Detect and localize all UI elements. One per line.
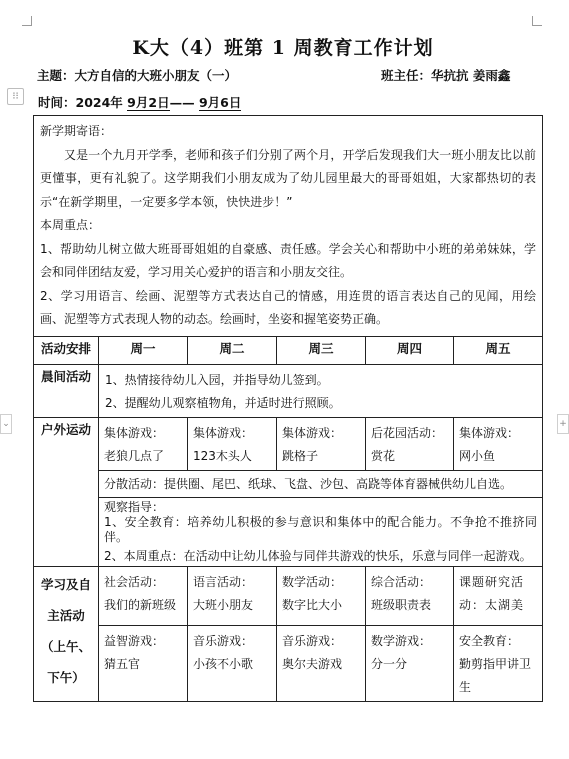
observation-guide bbox=[99, 497, 543, 566]
activity-type: 课题研究活 bbox=[459, 574, 525, 589]
guide-item: 1、安全教育：培养幼儿积极的参与意识和集体中的配合能力。不争抢不推挤同伴。 bbox=[104, 514, 538, 544]
activity-type: 数学游戏： bbox=[371, 633, 432, 648]
table-move-handle-icon[interactable]: ⁝⁝ bbox=[7, 88, 24, 105]
game-name: 跳格子 bbox=[282, 448, 319, 463]
greeting-text: 又是一个九月开学季，老师和孩子们分别了两个月，开学后发现我们大一班小朋友比以前更懂事，更有礼貌了。这学期我们小朋友成为了幼儿园里最大的哥哥姐姐，大家都热切的表示“在新学期里，一定要多学本领，快快进步！” bbox=[40, 147, 537, 209]
guide-item: 2、本周重点：在活动中让幼儿体验与同伴共游戏的快乐，乐意与同伴一起游戏。 bbox=[104, 548, 532, 563]
theme-line bbox=[37, 66, 237, 84]
study-cell bbox=[366, 625, 454, 701]
header-day: 周二 bbox=[188, 336, 277, 364]
activity-type: 音乐游戏： bbox=[193, 633, 254, 648]
corner-mark-right bbox=[532, 16, 542, 26]
activity-type: 综合活动： bbox=[371, 574, 432, 589]
activity-name: 小孩不小歌 bbox=[193, 656, 254, 671]
time-line bbox=[38, 93, 241, 111]
game-type: 集体游戏： bbox=[282, 425, 343, 440]
greeting-title: 新学期寄语： bbox=[40, 124, 113, 138]
study-label bbox=[34, 566, 99, 701]
activity-name: 猜五官 bbox=[104, 656, 141, 671]
header-activity: 活动安排 bbox=[34, 336, 99, 364]
activity-type: 数学活动： bbox=[282, 574, 343, 589]
game-type: 集体游戏： bbox=[193, 425, 254, 440]
study-cell bbox=[99, 566, 188, 625]
study-cell bbox=[454, 625, 543, 701]
time-year: 2024年 bbox=[75, 95, 123, 110]
morning-item: 1、热情接待幼儿入园，并指导幼儿签到。 bbox=[105, 372, 329, 387]
outdoor-game-cell bbox=[454, 417, 543, 470]
focus-item-2: 2、学习用语言、绘画、泥塑等方式表达自己的情感，用连贯的语言表达自己的见闻，用绘画、泥塑等方式表现人物的动态。绘画时，坐姿和握笔姿势正确。 bbox=[40, 288, 537, 326]
study-cell bbox=[99, 625, 188, 701]
intro-cell bbox=[34, 116, 543, 337]
activity-type: 社会活动： bbox=[104, 574, 165, 589]
outdoor-guide-row bbox=[34, 497, 543, 566]
intro-row bbox=[34, 116, 543, 337]
document-title: K大（4）班第 1 周教育工作计划 bbox=[132, 37, 434, 59]
corner-mark-left bbox=[22, 16, 32, 26]
study-cell bbox=[188, 566, 277, 625]
activity-type: 音乐游戏： bbox=[282, 633, 343, 648]
time-end: 9月6日 bbox=[198, 95, 242, 110]
time-start: 9月2日 bbox=[127, 95, 170, 110]
outdoor-game-cell bbox=[188, 417, 277, 470]
game-type: 后花园活动： bbox=[371, 425, 444, 440]
morning-label: 晨间活动 bbox=[34, 364, 99, 417]
theme-label: 主题： bbox=[37, 68, 75, 83]
activity-name: 勤剪指甲讲卫生 bbox=[459, 656, 532, 694]
teacher-line bbox=[381, 66, 510, 84]
add-column-icon[interactable]: + bbox=[557, 414, 569, 434]
morning-item: 2、提醒幼儿观察植物角，并适时进行照顾。 bbox=[105, 395, 341, 410]
study-label-line: 学习及自 bbox=[40, 576, 91, 592]
study-cell bbox=[366, 566, 454, 625]
theme-value: 大方自信的大班小朋友（一） bbox=[74, 68, 238, 83]
outdoor-game-cell bbox=[366, 417, 454, 470]
outdoor-label: 户外运动 bbox=[34, 417, 99, 566]
header-day: 周四 bbox=[366, 336, 454, 364]
teacher-names: 华抗抗 姜雨鑫 bbox=[431, 68, 511, 83]
morning-content bbox=[99, 364, 543, 417]
study-label-line: 下午） bbox=[47, 669, 85, 685]
game-type: 集体游戏： bbox=[104, 425, 165, 440]
activity-name: 班级职责表 bbox=[371, 597, 432, 612]
activity-type: 安全教育： bbox=[459, 633, 520, 648]
game-name: 赏花 bbox=[371, 448, 396, 463]
focus-item-1: 1、帮助幼儿树立做大班哥哥姐姐的自豪感、责任感。学会关心和帮助中小班的弟弟妹妹，学会和同伴团结友爱，学习用关心爱护的语言和小朋友交往。 bbox=[40, 241, 537, 279]
study-cell bbox=[277, 566, 366, 625]
study-cell bbox=[454, 566, 543, 625]
header-row bbox=[34, 336, 543, 364]
weekly-plan-table bbox=[33, 115, 543, 702]
outdoor-game-cell bbox=[277, 417, 366, 470]
time-separator: —— bbox=[169, 95, 195, 110]
study-row-1 bbox=[34, 566, 543, 625]
header-day: 周三 bbox=[277, 336, 366, 364]
focus-title: 本周重点： bbox=[40, 218, 101, 232]
outdoor-games-row bbox=[34, 417, 543, 470]
morning-row bbox=[34, 364, 543, 417]
outdoor-game-cell bbox=[99, 417, 188, 470]
activity-name: 奥尔夫游戏 bbox=[282, 656, 343, 671]
activity-name: 大班小朋友 bbox=[193, 597, 254, 612]
activity-type: 益智游戏： bbox=[104, 633, 165, 648]
teacher-label: 班主任： bbox=[381, 68, 432, 83]
activity-name: 我们的新班级 bbox=[104, 597, 177, 612]
activity-name: 分一分 bbox=[371, 656, 408, 671]
activity-name: 数字比大小 bbox=[282, 597, 343, 612]
header-day: 周五 bbox=[454, 336, 543, 364]
game-name: 老狼几点了 bbox=[104, 448, 165, 463]
study-cell bbox=[188, 625, 277, 701]
study-label-line: 主活动 bbox=[47, 607, 85, 623]
game-type: 集体游戏： bbox=[459, 425, 520, 440]
time-label: 时间： bbox=[38, 95, 76, 110]
game-name: 123木头人 bbox=[193, 448, 252, 463]
outdoor-scattered-row bbox=[34, 470, 543, 497]
guide-title: 观察指导： bbox=[104, 499, 165, 514]
header-day: 周一 bbox=[99, 336, 188, 364]
study-label-line: （上午、 bbox=[40, 638, 91, 654]
scattered-activity: 分散活动：提供圈、尾巴、纸球、飞盘、沙包、高跷等体育器械供幼儿自选。 bbox=[99, 470, 543, 497]
chevron-down-icon[interactable]: ⌄ bbox=[0, 414, 12, 434]
game-name: 网小鱼 bbox=[459, 448, 496, 463]
study-cell bbox=[277, 625, 366, 701]
activity-name: 动：太湖美 bbox=[459, 597, 525, 612]
activity-type: 语言活动： bbox=[193, 574, 254, 589]
study-row-2 bbox=[34, 625, 543, 701]
